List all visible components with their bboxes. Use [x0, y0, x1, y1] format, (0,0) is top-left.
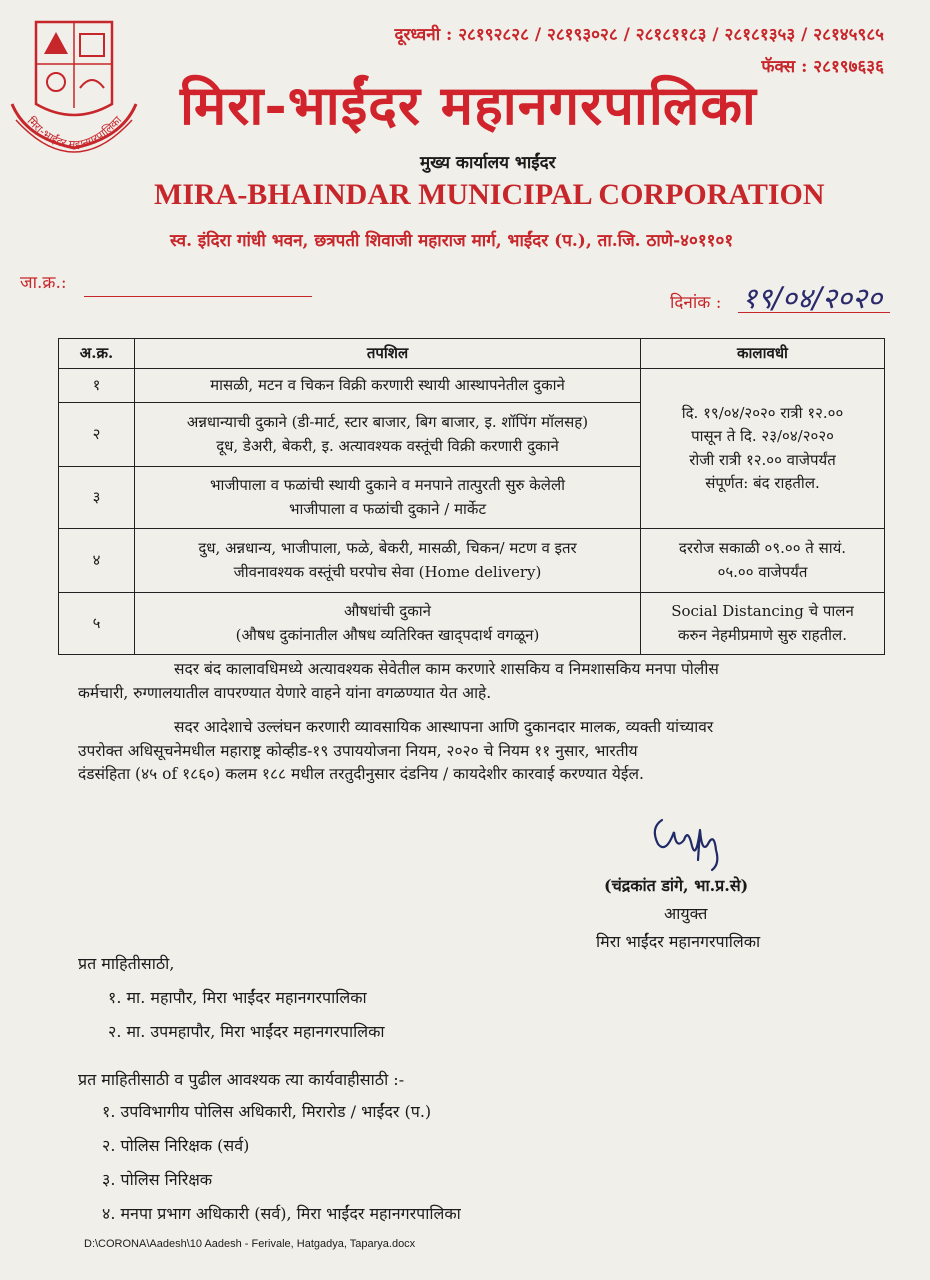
header-serial: अ.क्र. [59, 339, 135, 369]
header-period: कालावधी [641, 339, 885, 369]
date-value-handwritten: १९/०४/२०२० [742, 281, 883, 315]
header-details: तपशिल [135, 339, 641, 369]
table-row [59, 593, 885, 655]
list-item: २. पोलिस निरिक्षक (सर्व) [102, 1136, 250, 1155]
date-label: दिनांक : [670, 293, 722, 313]
penalty-paragraph [78, 716, 713, 787]
paragraph-line: दंडसंहिता (४५ of १८६०) कलम १८८ मधील तरतुदीनुसार दंडनिय / कायदेशीर कारवाई करण्यात येईल. [78, 765, 644, 784]
table-row [59, 529, 885, 593]
reference-number-label: जा.क्र.: [20, 273, 67, 293]
row-description [135, 403, 641, 467]
paragraph-line: उपरोक्त अधिसूचनेमधील महाराष्ट्र कोव्हीड-१९ उपाययोजना नियम, २०२० चे नियम ११ नुसार, भारतीय [78, 741, 638, 760]
description-line: भाजीपाला व फळांची स्थायी दुकाने व मनपाने तात्पुरती सुरु केलेली [209, 476, 566, 495]
table-row [59, 369, 885, 403]
row-number: ४ [59, 529, 135, 593]
description-line: दूध, डेअरी, बेकरी, इ. अत्यावश्यक वस्तूंची विक्री करणारी दुकाने [216, 436, 559, 455]
period-line: संपूर्णत: बंद राहतील. [705, 473, 820, 492]
description-line: मासळी, मटन व चिकन विक्री करणारी स्थायी आस्थापनेतील दुकाने [210, 375, 565, 394]
period-line: दि. १९/०४/२०२० रात्री १२.०० [681, 404, 844, 422]
description-line: दुध, अन्नधान्य, भाजीपाला, फळे, बेकरी, मासळी, चिकन/ मटण व इतर [198, 539, 577, 558]
list-item: ४. मनपा प्रभाग अधिकारी (सर्व), मिरा भाईंदर महानगरपालिका [102, 1204, 461, 1223]
copy-action-list [102, 1100, 461, 1236]
paragraph-line: सदर आदेशाचे उल्लंघन करणारी व्यावसायिक आस्थापना आणि दुकानदार मालक, व्यक्ती यांच्यावर [174, 718, 714, 736]
list-item: ३. पोलिस निरिक्षक [102, 1170, 213, 1189]
exemption-paragraph [78, 658, 719, 705]
row-description [135, 529, 641, 593]
copy-action-heading: प्रत माहितीसाठी व पुढील आवश्यक त्या कार्यवाहीसाठी :- [78, 1070, 405, 1089]
signatory-organization: मिरा भाईंदर महानगरपालिका [596, 932, 761, 951]
row-description [135, 593, 641, 655]
fax-number: फॅक्स : २८१९७६३६ [761, 57, 884, 77]
description-line: भाजीपाला व फळांची दुकाने / मार्केट [288, 499, 487, 518]
copy-info-list [108, 986, 385, 1054]
signatory-name: (चंद्रकांत डांगे, भा.प्र.से) [604, 876, 749, 895]
list-item: १. उपविभागीय पोलिस अधिकारी, मिरारोड / भाईंदर (प.) [102, 1102, 432, 1121]
medical-period [641, 593, 885, 655]
signature-icon [640, 810, 740, 874]
row-number: १ [59, 369, 135, 403]
corporation-title-english: MIRA-BHAINDAR MUNICIPAL CORPORATION [154, 178, 825, 211]
corporation-title-marathi: मिरा-भाईंदर महानगरपालिका [180, 73, 757, 137]
closure-period [641, 369, 885, 529]
row-number: ५ [59, 593, 135, 655]
date-line [738, 312, 890, 313]
list-item: २. मा. उपमहापौर, मिरा भाईंदर महानगरपालिका [108, 1022, 385, 1041]
description-line: औषधांची दुकाने [344, 602, 431, 621]
description-line: (औषध दुकांनातील औषध व्यतिरिक्त खाद्पदार्थ वगळून) [235, 625, 540, 644]
file-path-footer: D:\CORONA\Aadesh\10 Aadesh - Ferivale, Hatgadya, Taparya.docx [84, 1238, 416, 1250]
period-line: पासून ते दि. २३/०४/२०२० [691, 427, 834, 446]
period-line: Social Distancing चे पालन [671, 602, 854, 621]
closure-schedule-table [58, 338, 885, 655]
period-line: ०५.०० वाजेपर्यंत [717, 562, 808, 581]
table-header-row [59, 339, 885, 369]
row-number: २ [59, 403, 135, 467]
head-office-subtitle: मुख्य कार्यालय भाईंदर [420, 153, 556, 173]
row-number: ३ [59, 467, 135, 529]
list-item: १. मा. महापौर, मिरा भाईंदर महानगरपालिका [108, 988, 367, 1007]
corporation-address: स्व. इंदिरा गांधी भवन, छत्रपती शिवाजी महाराज मार्ग, भाईंदर (प.), ता.जि. ठाणे-४०११०१ [170, 231, 734, 251]
delivery-period [641, 529, 885, 593]
period-line: करुन नेहमीप्रमाणे सुरु राहतील. [678, 625, 847, 644]
emblem-text: मिरा-भाईंदर महानगरपालिका [24, 113, 125, 152]
corporation-emblem-icon [6, 8, 142, 168]
paragraph-line: कर्मचारी, रुग्णालयातील वापरण्यात येणारे वाहने यांना वगळण्यात येत आहे. [78, 683, 492, 702]
signatory-designation: आयुक्त [664, 904, 708, 923]
period-line: रोजी रात्री १२.०० वाजेपर्यंत [689, 450, 836, 469]
copy-info-heading: प्रत माहितीसाठी, [78, 954, 175, 973]
phone-numbers: दूरध्वनी : २८१९२८२८ / २८१९३०२८ / २८१८११८३ / २८१८१३५३ / २८१४५९८५ [394, 25, 884, 45]
reference-number-line [84, 296, 312, 297]
row-description [135, 467, 641, 529]
period-line: दररोज सकाळी ०९.०० ते सायं. [678, 539, 847, 558]
row-description [135, 369, 641, 403]
description-line: अन्नधान्याची दुकाने (डी-मार्ट, स्टार बाजार, बिग बाजार, इ. शॉपिंग मॉलसह) [186, 413, 589, 432]
paragraph-line: सदर बंद कालावधिमध्ये अत्यावश्यक सेवेतील काम करणारे शासकिय व निमशासकिय मनपा पोलीस [174, 660, 719, 678]
description-line: जीवनावश्यक वस्तूंची घरपोच सेवा (Home delivery) [233, 562, 542, 581]
